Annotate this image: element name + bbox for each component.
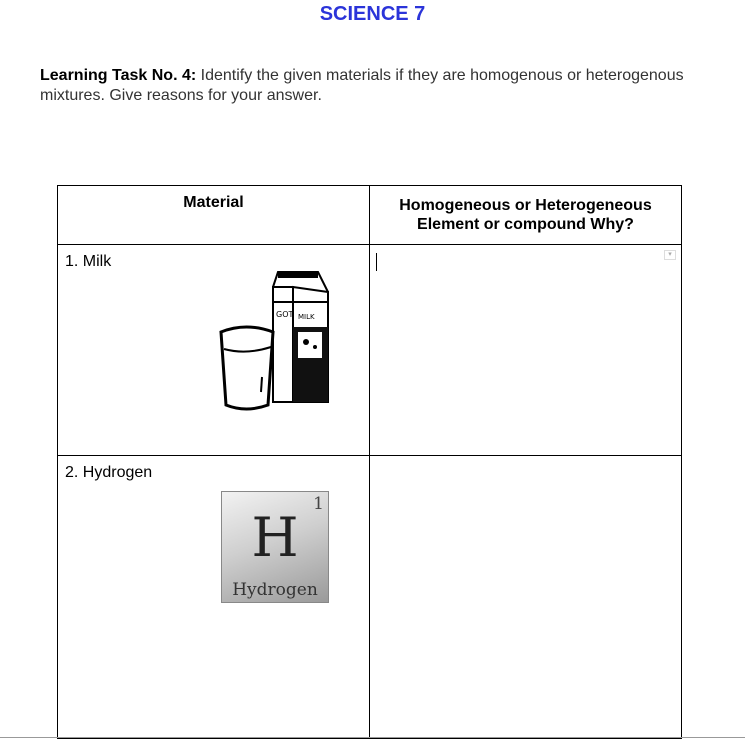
materials-table [57, 185, 682, 739]
material-cell-hydrogen [58, 456, 370, 739]
answer-cell-milk[interactable] [370, 245, 682, 456]
header-material: Material [58, 186, 370, 245]
carton-text-milk: MILK [298, 313, 315, 321]
page-bottom-divider [0, 737, 745, 738]
cell-menu-icon[interactable]: ▾ [664, 250, 676, 260]
task-text: Identify the given materials if they are homogenous or heterogenous mixtures. Give reasons for your answer. [40, 67, 684, 104]
material-label-milk: 1. Milk [65, 253, 112, 270]
material-cell-milk [58, 245, 370, 456]
table-row [58, 245, 682, 456]
element-symbol: H [251, 506, 299, 569]
header-classification: Homogeneous or Heterogeneous Element or compound Why? [370, 186, 682, 245]
table-header-row [58, 186, 682, 245]
answer-cell-hydrogen[interactable] [370, 456, 682, 739]
hydrogen-element-tile [221, 491, 329, 603]
task-instructions [40, 66, 710, 106]
element-name: Hydrogen [232, 580, 318, 600]
task-label: Learning Task No. 4: [40, 67, 197, 84]
material-label-hydrogen: 2. Hydrogen [65, 464, 153, 481]
text-cursor [376, 253, 377, 271]
carton-text-got: GOT [276, 310, 294, 319]
atomic-number: 1 [313, 494, 324, 514]
document-title: SCIENCE 7 [319, 3, 426, 25]
table-row [58, 456, 682, 739]
milk-carton-glass-image [218, 267, 333, 417]
